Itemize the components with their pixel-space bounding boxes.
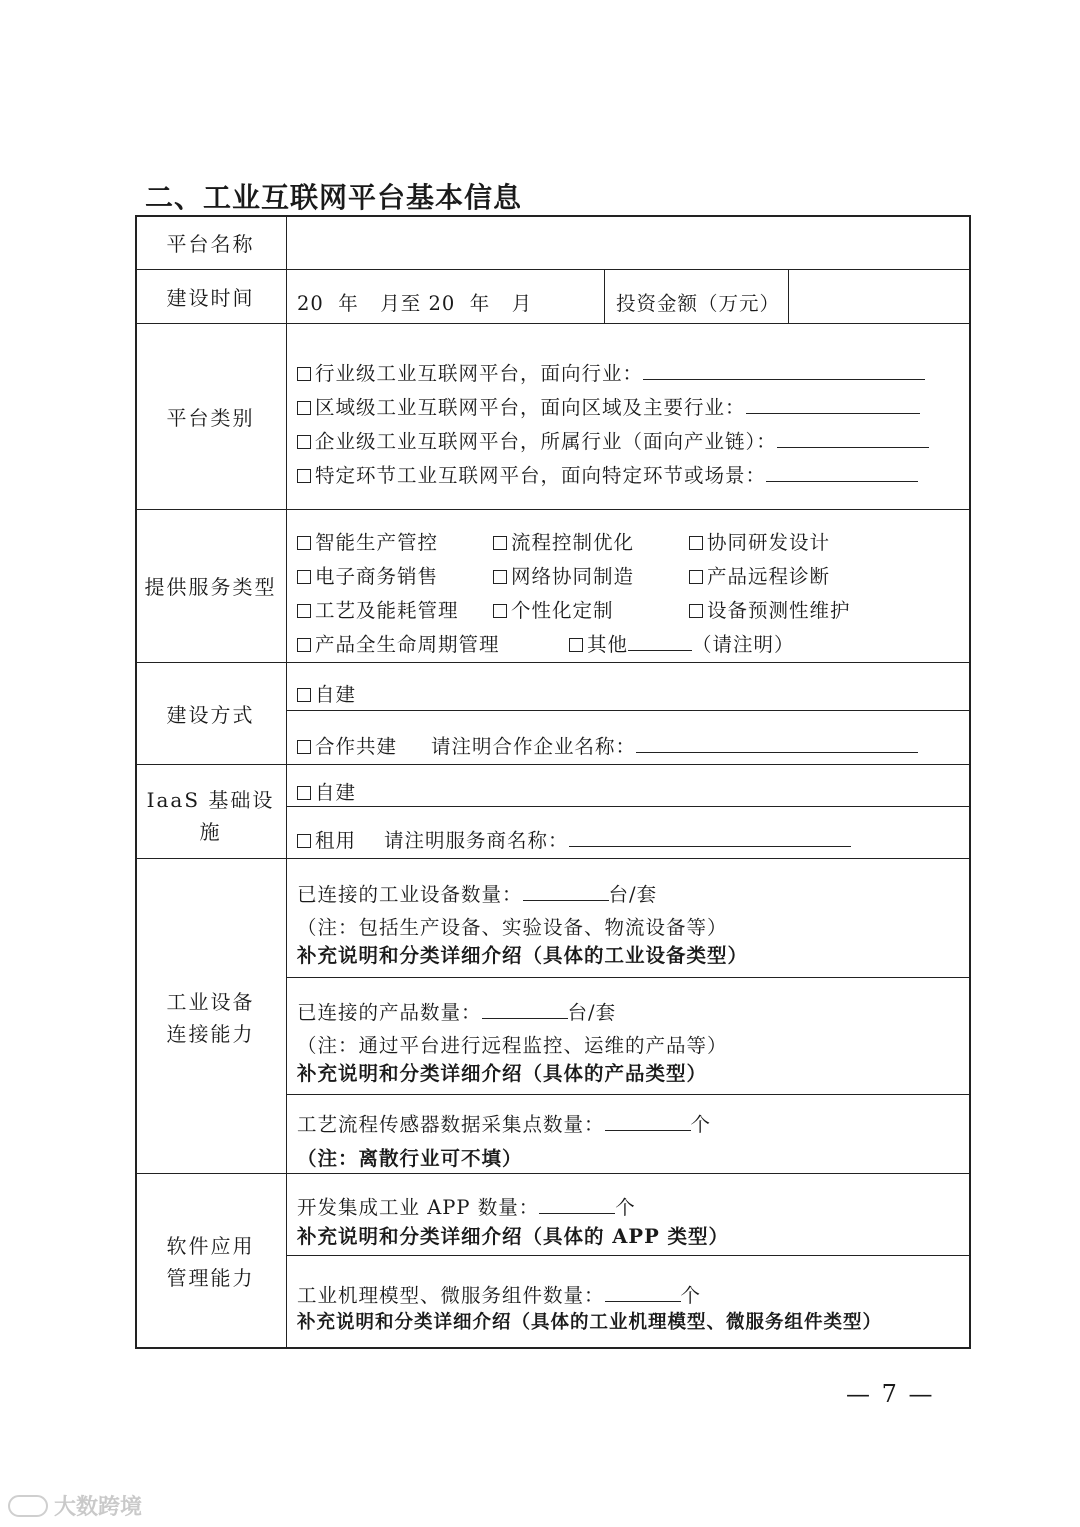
- iaas-self-option[interactable]: [297, 777, 356, 805]
- fill-blank[interactable]: [636, 734, 918, 753]
- checkbox[interactable]: [297, 688, 311, 702]
- service-label: 协同研发设计: [707, 531, 831, 554]
- option-label: 自建: [315, 781, 357, 804]
- watermark: [8, 1490, 142, 1521]
- platform-type-option[interactable]: [297, 426, 929, 454]
- platform-type-label: 特定环节工业互联网平台，面向特定环节或场景：: [315, 464, 767, 487]
- row-divider: [135, 764, 971, 765]
- sub-row-divider: [286, 977, 971, 978]
- field-label: 工艺流程传感器数据采集点数量：: [297, 1113, 605, 1136]
- equipment-count[interactable]: [297, 879, 657, 907]
- service-option[interactable]: [297, 595, 459, 623]
- unit-label: 个: [615, 1196, 636, 1219]
- sub-row-divider: [286, 1094, 971, 1095]
- platform-type-label: 行业级工业互联网平台，面向行业：: [315, 362, 644, 385]
- service-option[interactable]: [689, 527, 830, 555]
- watermark-logo-icon: [8, 1495, 48, 1517]
- fill-blank[interactable]: [482, 1000, 568, 1019]
- fill-blank[interactable]: [777, 429, 929, 448]
- fill-blank[interactable]: [643, 361, 925, 380]
- unit-label: 台/套: [608, 883, 658, 906]
- sub-row-divider: [286, 1255, 971, 1256]
- checkbox[interactable]: [297, 469, 311, 483]
- sub-row-divider: [286, 710, 971, 711]
- sensor-note: （注：离散行业可不填）: [297, 1147, 523, 1170]
- unit-label: 个: [680, 1284, 702, 1307]
- build-time-value[interactable]: 20 年 月至 20 年 月: [297, 292, 533, 315]
- label-iaas-line1: IaaS 基础设: [146, 788, 275, 812]
- fill-blank[interactable]: [766, 463, 918, 482]
- unit-label: 台/套: [567, 1001, 617, 1024]
- service-option[interactable]: [689, 561, 830, 589]
- sub-row-divider: [286, 806, 971, 807]
- field-label: 开发集成工业 APP 数量：: [297, 1196, 540, 1219]
- column-divider: [286, 215, 287, 1349]
- service-label: 工艺及能耗管理: [315, 599, 459, 622]
- section-heading: 二、工业互联网平台基本信息: [145, 181, 523, 214]
- checkbox[interactable]: [297, 536, 311, 550]
- checkbox[interactable]: [689, 604, 703, 618]
- service-option[interactable]: [297, 527, 438, 555]
- service-label: 电子商务销售: [315, 565, 439, 588]
- service-label: 智能生产管控: [315, 531, 439, 554]
- service-option[interactable]: [689, 595, 851, 623]
- checkbox[interactable]: [493, 604, 507, 618]
- service-label: 其他: [587, 633, 629, 656]
- option-label: 自建: [315, 683, 357, 706]
- checkbox[interactable]: [297, 401, 311, 415]
- checkbox[interactable]: [569, 638, 583, 652]
- row-divider: [135, 323, 971, 324]
- service-option[interactable]: [297, 629, 500, 657]
- fill-blank[interactable]: [605, 1283, 681, 1302]
- build-coop-option[interactable]: [297, 731, 918, 759]
- service-note: （请注明）: [692, 633, 795, 656]
- platform-type-option[interactable]: [297, 392, 920, 420]
- field-label: 已连接的产品数量：: [297, 1001, 482, 1024]
- checkbox[interactable]: [297, 604, 311, 618]
- label-software-line2: 管理能力: [166, 1266, 255, 1290]
- platform-type-option[interactable]: [297, 460, 918, 488]
- model-count[interactable]: [297, 1280, 701, 1308]
- page-number: — 7 —: [846, 1380, 935, 1408]
- column-divider: [604, 269, 605, 323]
- row-divider: [135, 1173, 971, 1174]
- label-build-time: 建设时间: [166, 286, 255, 310]
- option-label: 合作共建: [315, 735, 398, 758]
- checkbox[interactable]: [297, 638, 311, 652]
- field-label: 已连接的工业设备数量：: [297, 883, 523, 906]
- app-count[interactable]: [297, 1192, 636, 1220]
- checkbox[interactable]: [493, 570, 507, 584]
- service-label: 产品远程诊断: [707, 565, 831, 588]
- checkbox[interactable]: [297, 786, 311, 800]
- row-divider: [135, 269, 971, 270]
- label-software: [135, 1230, 286, 1294]
- option-note: 请注明服务商名称：: [384, 829, 569, 852]
- platform-type-label: 企业级工业互联网平台，所属行业（面向产业链）：: [315, 430, 777, 453]
- label-software-line1: 软件应用: [166, 1234, 255, 1258]
- product-note: （注：通过平台进行远程监控、运维的产品等）: [297, 1034, 728, 1057]
- product-count[interactable]: [297, 997, 616, 1025]
- service-label: 产品全生命周期管理: [315, 633, 500, 656]
- checkbox[interactable]: [689, 536, 703, 550]
- equipment-note: （注：包括生产设备、实验设备、物流设备等）: [297, 916, 728, 939]
- unit-label: 个: [690, 1113, 712, 1136]
- service-option[interactable]: [493, 595, 614, 623]
- option-label: 租用: [315, 829, 357, 852]
- checkbox[interactable]: [297, 570, 311, 584]
- platform-name-field[interactable]: [288, 217, 968, 267]
- iaas-rent-option[interactable]: [297, 825, 851, 853]
- watermark-text: 大数跨境: [54, 1495, 143, 1520]
- field-label: 工业机理模型、微服务组件数量：: [297, 1284, 605, 1307]
- platform-type-option[interactable]: [297, 358, 925, 386]
- fill-blank[interactable]: [628, 632, 692, 651]
- label-iaas-line2: 施: [199, 820, 222, 844]
- fill-blank[interactable]: [569, 828, 851, 847]
- fill-blank[interactable]: [539, 1195, 615, 1214]
- checkbox[interactable]: [297, 367, 311, 381]
- service-option[interactable]: [493, 561, 634, 589]
- label-device-line2: 连接能力: [166, 1022, 255, 1046]
- label-service-type: 提供服务类型: [144, 575, 277, 599]
- invest-amount-label: 投资金额（万元）: [616, 292, 781, 315]
- label-platform-type: 平台类别: [166, 406, 255, 430]
- option-note: 请注明合作企业名称：: [431, 735, 637, 758]
- service-label: 个性化定制: [511, 599, 614, 622]
- checkbox[interactable]: [493, 536, 507, 550]
- label-device: [135, 986, 286, 1050]
- app-detail: 补充说明和分类详细介绍（具体的 APP 类型）: [297, 1225, 730, 1248]
- platform-type-label: 区域级工业互联网平台，面向区域及主要行业：: [315, 396, 746, 419]
- row-divider: [135, 509, 971, 510]
- fill-blank[interactable]: [605, 1112, 691, 1131]
- service-label: 设备预测性维护: [707, 599, 851, 622]
- label-build-method: 建设方式: [166, 703, 255, 727]
- service-option[interactable]: [493, 527, 634, 555]
- row-divider: [135, 858, 971, 859]
- model-detail: 补充说明和分类详细介绍（具体的工业机理模型、微服务组件类型）: [297, 1312, 883, 1333]
- label-iaas: [135, 784, 286, 848]
- column-divider: [788, 269, 789, 323]
- checkbox[interactable]: [297, 435, 311, 449]
- service-label: 流程控制优化: [511, 531, 635, 554]
- fill-blank[interactable]: [523, 882, 609, 901]
- build-self-option[interactable]: [297, 679, 356, 707]
- service-option[interactable]: [297, 561, 438, 589]
- row-divider: [135, 662, 971, 663]
- fill-blank[interactable]: [746, 395, 920, 414]
- label-platform-name: 平台名称: [166, 232, 255, 256]
- checkbox[interactable]: [297, 740, 311, 754]
- service-label: 网络协同制造: [511, 565, 635, 588]
- sensor-count[interactable]: [297, 1109, 711, 1137]
- equipment-detail: 补充说明和分类详细介绍（具体的工业设备类型）: [297, 944, 749, 967]
- label-device-line1: 工业设备: [166, 990, 255, 1014]
- checkbox[interactable]: [297, 834, 311, 848]
- invest-amount-field[interactable]: [790, 271, 968, 321]
- checkbox[interactable]: [689, 570, 703, 584]
- product-detail: 补充说明和分类详细介绍（具体的产品类型）: [297, 1062, 708, 1085]
- service-option-other[interactable]: [569, 629, 795, 657]
